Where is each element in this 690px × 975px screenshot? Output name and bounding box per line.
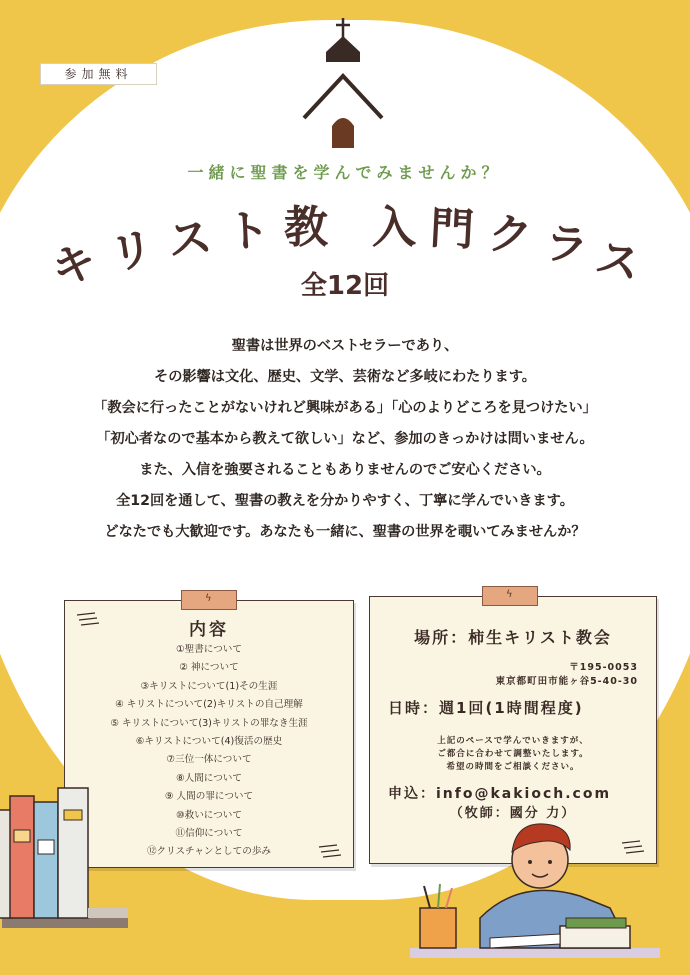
- schedule: 日時：週1回(1時間程度): [388, 699, 584, 717]
- pin-icon: ϟ: [205, 593, 212, 604]
- venue: 場所：柿生キリスト教会: [414, 628, 612, 647]
- list-item: ①聖書について: [176, 644, 242, 655]
- apply-contact: 申込：info@kakioch.com: [388, 786, 612, 802]
- title-char-2: リ: [105, 222, 159, 281]
- title-char-6: 入: [372, 202, 416, 253]
- description-line: 「教会に行ったことがないけれど興味がある」「心のよりどころを見つけたい」: [93, 400, 597, 416]
- title-char-7: 門: [428, 202, 476, 257]
- list-item: ⑥キリストについて(4)復活の歴史: [135, 736, 283, 748]
- list-item: ⑦三位一体について: [166, 754, 252, 766]
- squiggle-icon: [75, 611, 101, 627]
- contents-title: 内容: [189, 620, 229, 640]
- address: 東京都町田市能ヶ谷5-40-30: [495, 676, 638, 687]
- title-char-3: ス: [165, 211, 215, 268]
- description-line: どなたでも大歓迎です。あなたも一緒に、聖書の世界を覗いてみませんか？: [104, 524, 586, 540]
- teacher-name: （牧師：國分 力）: [449, 806, 577, 821]
- title-char-4: ト: [224, 204, 272, 259]
- books-illustration: [0, 770, 130, 930]
- list-item: ② 神について: [179, 662, 239, 674]
- description: [40, 336, 650, 553]
- church-icon: [300, 18, 386, 154]
- title-char-9: ラ: [539, 216, 593, 275]
- list-item: ⑩救いについて: [176, 809, 242, 821]
- description-line: 全12回を通して、聖書の教えを分かりやすく、丁寧に学んでいきます。: [116, 493, 574, 509]
- title-char-10: ス: [590, 231, 646, 292]
- description-line: また、入信を強要されることもありませんのでご安心ください。: [139, 462, 551, 478]
- list-item: ⑫クリスチャンとしての歩み: [146, 846, 272, 858]
- subtitle: 一緒に聖書を学んでみませんか？: [187, 163, 503, 182]
- tape-decoration: [482, 586, 538, 606]
- list-item: ⑨ 人間の罪について: [164, 791, 254, 803]
- address-block: [496, 661, 638, 689]
- note-line: 上記のペースで学んでいきますが、: [437, 736, 589, 746]
- title-char-8: ク: [485, 207, 535, 264]
- student-illustration: [410, 808, 660, 958]
- list-item: ⑪信仰について: [175, 828, 243, 840]
- postal-code: 〒195-0053: [569, 662, 638, 673]
- free-badge: 参加無料: [40, 63, 157, 85]
- pin-icon: ϟ: [506, 589, 513, 600]
- list-item: ⑧人間について: [176, 772, 242, 784]
- description-line: 「初心者なので基本から教えて欲しい」など、参加のきっかけは問いません。: [96, 431, 594, 447]
- description-line: 聖書は世界のベストセラーであり、: [231, 338, 459, 354]
- list-item: ⑤ キリストについて(3)キリストの罪なき生涯: [110, 717, 308, 729]
- schedule-note: [370, 735, 656, 774]
- session-count: 全12回: [300, 271, 390, 300]
- tape-decoration: [181, 590, 237, 610]
- squiggle-icon: [317, 843, 343, 859]
- description-line: その影響は文化、歴史、文学、芸術など多岐にわたります。: [154, 369, 536, 385]
- list-item: ④ キリストについて(2)キリストの自己理解: [115, 699, 303, 711]
- list-item: ③キリストについて(1)その生涯: [140, 680, 278, 692]
- title-char-1: キ: [46, 235, 102, 296]
- title-char-5: 教: [284, 202, 328, 253]
- note-line: 希望の時間をご相談ください。: [446, 762, 580, 772]
- main-title: [40, 180, 650, 300]
- note-line: ご都合に合わせて調整いたします。: [437, 749, 589, 759]
